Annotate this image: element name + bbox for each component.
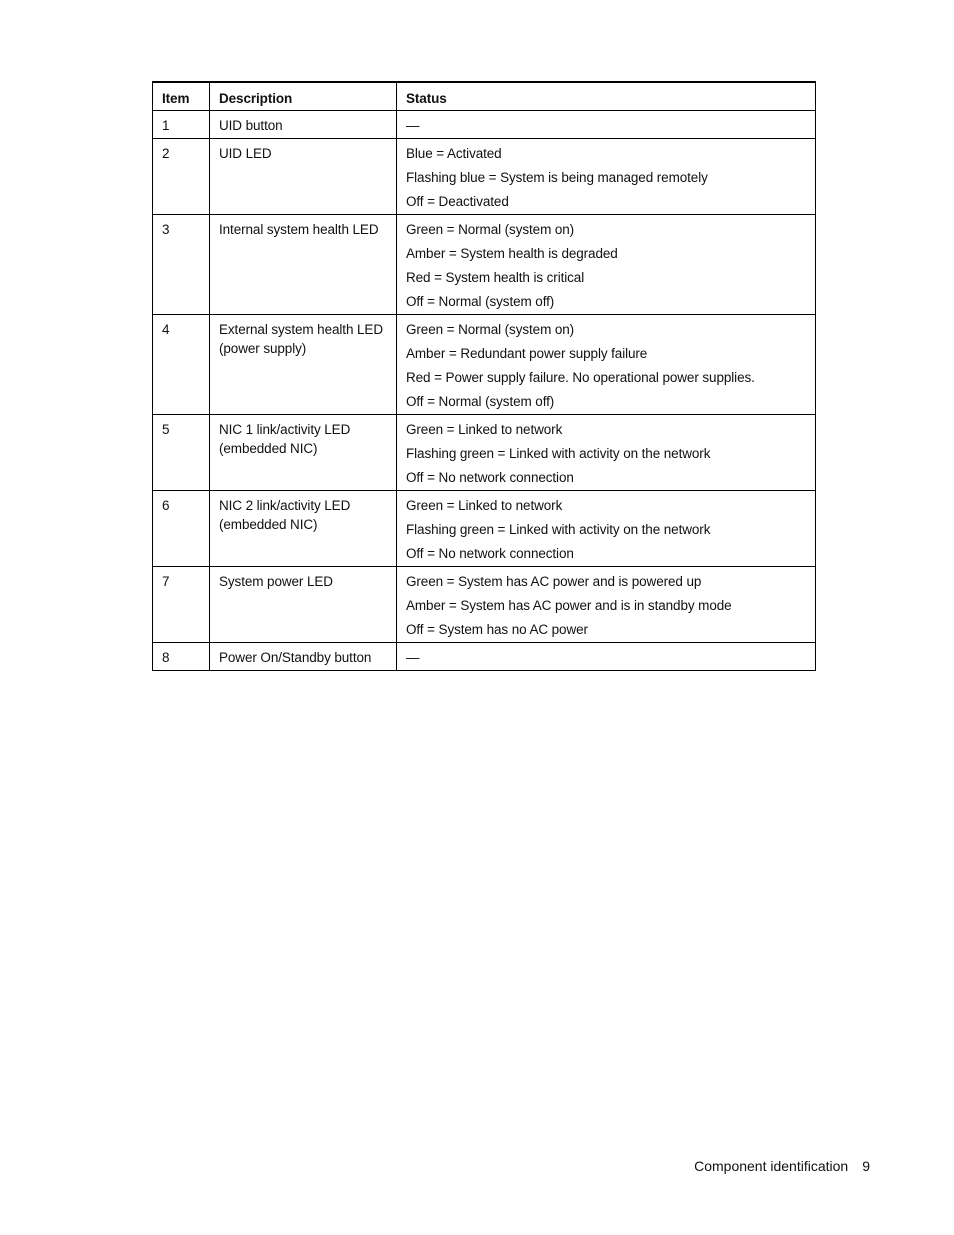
header-description: Description: [210, 82, 397, 111]
cell-status: [397, 139, 816, 215]
page-footer: [694, 1158, 870, 1174]
status-line: Green = Normal (system on): [406, 322, 575, 337]
page-number: 9: [862, 1158, 870, 1174]
status-line: Flashing green = Linked with activity on the network: [406, 446, 711, 461]
cell-description: NIC 1 link/activity LED (embedded NIC): [210, 415, 397, 491]
cell-status: [397, 111, 816, 139]
status-line: —: [406, 118, 420, 133]
header-item: Item: [153, 82, 210, 111]
status-line: Red = Power supply failure. No operational power supplies.: [406, 370, 755, 385]
status-line: Off = No network connection: [406, 470, 574, 485]
cell-item: 3: [153, 215, 210, 315]
component-table: [152, 81, 816, 671]
table-row: [153, 643, 816, 671]
table-row: [153, 315, 816, 415]
cell-status: [397, 567, 816, 643]
table-row: [153, 139, 816, 215]
status-line: Green = System has AC power and is powered up: [406, 574, 702, 589]
status-line: Flashing blue = System is being managed remotely: [406, 170, 708, 185]
cell-item: 5: [153, 415, 210, 491]
status-line: Off = Deactivated: [406, 194, 509, 209]
table-row: [153, 567, 816, 643]
cell-status: [397, 415, 816, 491]
status-line: Red = System health is critical: [406, 270, 585, 285]
cell-status: [397, 491, 816, 567]
cell-status: [397, 643, 816, 671]
table-body: [153, 111, 816, 671]
cell-description: System power LED: [210, 567, 397, 643]
status-line: Off = System has no AC power: [406, 622, 588, 637]
status-line: Off = Normal (system off): [406, 394, 555, 409]
cell-description: UID button: [210, 111, 397, 139]
table-row: [153, 111, 816, 139]
table-row: [153, 415, 816, 491]
cell-item: 4: [153, 315, 210, 415]
table-header-row: [153, 82, 816, 111]
status-line: Amber = System has AC power and is in standby mode: [406, 598, 732, 613]
status-line: —: [406, 650, 420, 665]
status-line: Amber = System health is degraded: [406, 246, 618, 261]
cell-item: 8: [153, 643, 210, 671]
status-line: Green = Normal (system on): [406, 222, 575, 237]
cell-item: 1: [153, 111, 210, 139]
footer-section-title: Component identification: [694, 1158, 849, 1174]
status-line: Off = Normal (system off): [406, 294, 555, 309]
cell-description: UID LED: [210, 139, 397, 215]
status-line: Green = Linked to network: [406, 498, 563, 513]
cell-status: [397, 315, 816, 415]
table-row: [153, 215, 816, 315]
status-line: Flashing green = Linked with activity on the network: [406, 522, 711, 537]
cell-description: External system health LED (power supply): [210, 315, 397, 415]
table-row: [153, 491, 816, 567]
status-line: Amber = Redundant power supply failure: [406, 346, 648, 361]
status-line: Green = Linked to network: [406, 422, 563, 437]
header-status: Status: [397, 82, 816, 111]
cell-description: NIC 2 link/activity LED (embedded NIC): [210, 491, 397, 567]
cell-description: Internal system health LED: [210, 215, 397, 315]
cell-item: 6: [153, 491, 210, 567]
cell-status: [397, 215, 816, 315]
status-line: Off = No network connection: [406, 546, 574, 561]
cell-item: 2: [153, 139, 210, 215]
cell-item: 7: [153, 567, 210, 643]
status-line: Blue = Activated: [406, 146, 502, 161]
cell-description: Power On/Standby button: [210, 643, 397, 671]
